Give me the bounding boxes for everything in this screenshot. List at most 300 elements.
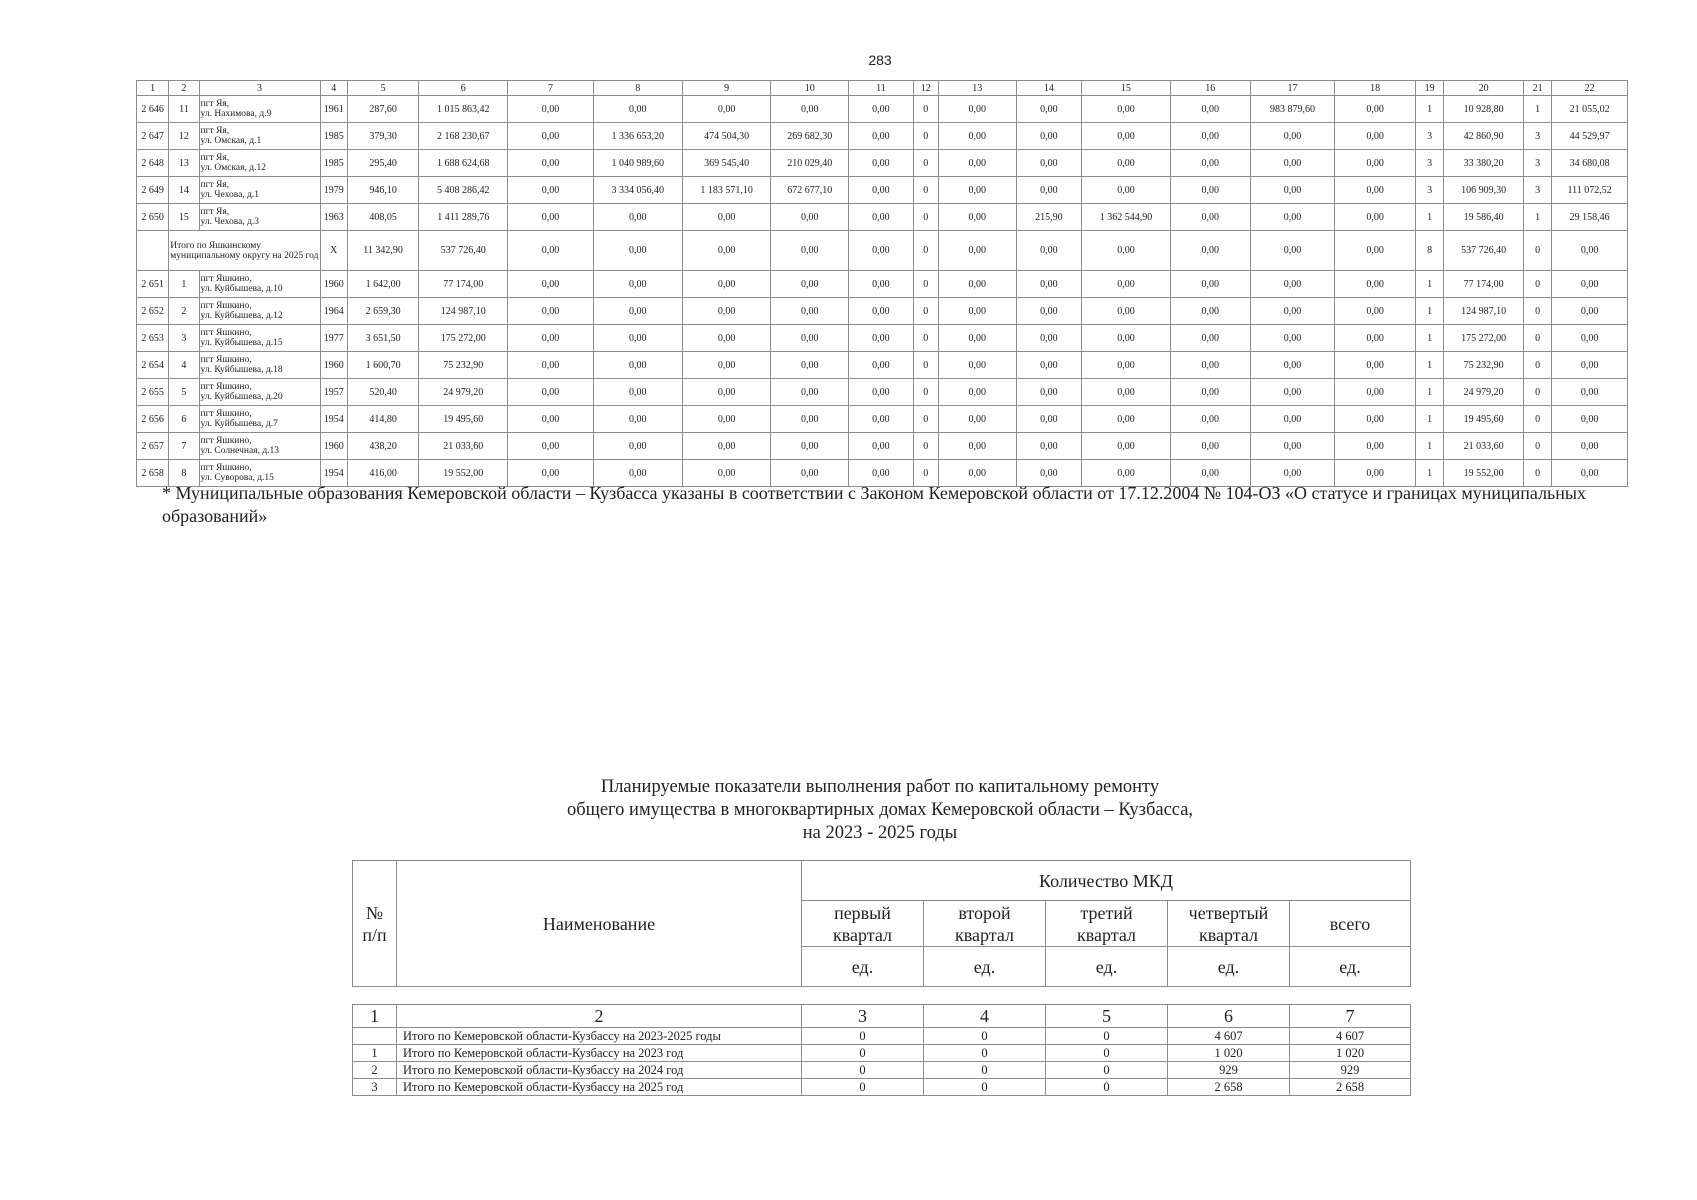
column-number: 2 bbox=[169, 81, 199, 96]
cell-address bbox=[199, 325, 320, 352]
summary-cell-q3: 0 bbox=[1046, 1028, 1168, 1045]
address-locality: пгт Яшкино, bbox=[200, 274, 252, 284]
table-row bbox=[137, 150, 1628, 177]
summary-cell-name: Итого по Кемеровской области-Кузбассу на 2023 год bbox=[397, 1045, 802, 1062]
summary-cell-q1: 0 bbox=[802, 1028, 924, 1045]
cell-c22: 0,00 bbox=[1552, 379, 1628, 406]
column-number: 6 bbox=[1168, 1005, 1290, 1028]
plan-title bbox=[400, 776, 1360, 845]
cell-c16: 0,00 bbox=[1170, 298, 1250, 325]
cell-c17: 983 879,60 bbox=[1250, 96, 1335, 123]
cell-c9: 0,00 bbox=[682, 460, 771, 487]
cell-c9: 0,00 bbox=[682, 433, 771, 460]
header-unit: ед. bbox=[924, 947, 1046, 987]
capital-repair-table bbox=[136, 80, 1628, 487]
cell-c8: 1 336 653,20 bbox=[593, 123, 682, 150]
cell-c5: 416,00 bbox=[347, 460, 419, 487]
cell-c12: 0 bbox=[913, 231, 938, 271]
cell-c15: 0,00 bbox=[1082, 96, 1171, 123]
cell-c18: 0,00 bbox=[1335, 460, 1416, 487]
cell-c16: 0,00 bbox=[1170, 177, 1250, 204]
cell-c17: 0,00 bbox=[1250, 204, 1335, 231]
cell-c15: 0,00 bbox=[1082, 123, 1171, 150]
cell-c4: 1963 bbox=[320, 204, 347, 231]
cell-global-number: 2 651 bbox=[137, 271, 169, 298]
cell-c10: 0,00 bbox=[771, 352, 849, 379]
cell-c7: 0,00 bbox=[508, 406, 594, 433]
cell-c9: 0,00 bbox=[682, 96, 771, 123]
cell-c18: 0,00 bbox=[1335, 204, 1416, 231]
cell-c19: 1 bbox=[1416, 271, 1444, 298]
cell-c14: 0,00 bbox=[1016, 96, 1082, 123]
cell-c21: 0 bbox=[1523, 352, 1551, 379]
cell-c22: 0,00 bbox=[1552, 433, 1628, 460]
cell-c6: 21 033,60 bbox=[419, 433, 508, 460]
cell-c20: 537 726,40 bbox=[1444, 231, 1524, 271]
header-quarter-3: третий квартал bbox=[1046, 901, 1168, 947]
cell-c5: 414,80 bbox=[347, 406, 419, 433]
cell-c14: 0,00 bbox=[1016, 379, 1082, 406]
address-street: ул. Куйбышева, д.12 bbox=[200, 311, 283, 321]
cell-c11: 0,00 bbox=[849, 177, 914, 204]
cell-c18: 0,00 bbox=[1335, 177, 1416, 204]
table-row bbox=[137, 406, 1628, 433]
cell-c9: 0,00 bbox=[682, 325, 771, 352]
address-street: ул. Нахимова, д.9 bbox=[200, 109, 272, 119]
cell-c6: 175 272,00 bbox=[419, 325, 508, 352]
summary-cell-q4: 4 607 bbox=[1168, 1028, 1290, 1045]
cell-c6: 75 232,90 bbox=[419, 352, 508, 379]
cell-c13: 0,00 bbox=[938, 231, 1016, 271]
cell-c15: 1 362 544,90 bbox=[1082, 204, 1171, 231]
cell-c21: 3 bbox=[1523, 123, 1551, 150]
cell-global-number: 2 657 bbox=[137, 433, 169, 460]
column-number: 19 bbox=[1416, 81, 1444, 96]
cell-c6: 5 408 286,42 bbox=[419, 177, 508, 204]
cell-c20: 42 860,90 bbox=[1444, 123, 1524, 150]
cell-c6: 537 726,40 bbox=[419, 231, 508, 271]
cell-c15: 0,00 bbox=[1082, 406, 1171, 433]
cell-global-number: 2 646 bbox=[137, 96, 169, 123]
cell-c19: 1 bbox=[1416, 298, 1444, 325]
address-locality: пгт Яшкино, bbox=[200, 409, 252, 419]
address-locality: пгт Яя, bbox=[200, 99, 230, 109]
cell-c7: 0,00 bbox=[508, 298, 594, 325]
cell-c20: 106 909,30 bbox=[1444, 177, 1524, 204]
cell-c21: 0 bbox=[1523, 271, 1551, 298]
column-number: 7 bbox=[1290, 1005, 1411, 1028]
cell-c6: 19 495,60 bbox=[419, 406, 508, 433]
cell-c5: 408,05 bbox=[347, 204, 419, 231]
summary-cell-q1: 0 bbox=[802, 1045, 924, 1062]
cell-c11: 0,00 bbox=[849, 433, 914, 460]
cell-c19: 1 bbox=[1416, 204, 1444, 231]
cell-c13: 0,00 bbox=[938, 406, 1016, 433]
cell-c11: 0,00 bbox=[849, 379, 914, 406]
cell-c10: 0,00 bbox=[771, 271, 849, 298]
column-number: 13 bbox=[938, 81, 1016, 96]
cell-c21: 0 bbox=[1523, 325, 1551, 352]
table-row bbox=[137, 379, 1628, 406]
header-unit: ед. bbox=[1290, 947, 1411, 987]
cell-c17: 0,00 bbox=[1250, 379, 1335, 406]
column-number: 1 bbox=[353, 1005, 397, 1028]
cell-c8: 3 334 056,40 bbox=[593, 177, 682, 204]
cell-c6: 2 168 230,67 bbox=[419, 123, 508, 150]
cell-c21: 3 bbox=[1523, 150, 1551, 177]
cell-c4: 1954 bbox=[320, 460, 347, 487]
address-locality: пгт Яя, bbox=[200, 126, 230, 136]
cell-address bbox=[199, 96, 320, 123]
cell-c7: 0,00 bbox=[508, 231, 594, 271]
table-row bbox=[137, 271, 1628, 298]
cell-c20: 21 033,60 bbox=[1444, 433, 1524, 460]
cell-global-number: 2 650 bbox=[137, 204, 169, 231]
cell-c10: 0,00 bbox=[771, 406, 849, 433]
plan-title-line: Планируемые показатели выполнения работ по капитальному ремонту bbox=[600, 777, 1160, 797]
cell-c6: 19 552,00 bbox=[419, 460, 508, 487]
cell-global-number: 2 656 bbox=[137, 406, 169, 433]
subtotal-label: Итого по Яшкинскому муниципальному округу на 2025 год bbox=[169, 231, 320, 271]
cell-c13: 0,00 bbox=[938, 177, 1016, 204]
cell-address bbox=[199, 298, 320, 325]
cell-c12: 0 bbox=[913, 204, 938, 231]
cell-c5: 3 651,50 bbox=[347, 325, 419, 352]
cell-c20: 24 979,20 bbox=[1444, 379, 1524, 406]
cell-c22: 21 055,02 bbox=[1552, 96, 1628, 123]
cell-c10: 0,00 bbox=[771, 298, 849, 325]
header-total: всего bbox=[1290, 901, 1411, 947]
cell-c4: 1964 bbox=[320, 298, 347, 325]
cell-c14: 0,00 bbox=[1016, 406, 1082, 433]
cell-c11: 0,00 bbox=[849, 204, 914, 231]
cell-c14: 0,00 bbox=[1016, 177, 1082, 204]
plan-header-table bbox=[352, 860, 1411, 987]
address-locality: пгт Яшкино, bbox=[200, 328, 252, 338]
cell-c7: 0,00 bbox=[508, 379, 594, 406]
summary-cell-q2: 0 bbox=[924, 1079, 1046, 1096]
cell-c13: 0,00 bbox=[938, 325, 1016, 352]
cell-c20: 75 232,90 bbox=[1444, 352, 1524, 379]
cell-global-number: 2 649 bbox=[137, 177, 169, 204]
cell-c7: 0,00 bbox=[508, 150, 594, 177]
cell-c13: 0,00 bbox=[938, 433, 1016, 460]
cell-c18: 0,00 bbox=[1335, 123, 1416, 150]
cell-c11: 0,00 bbox=[849, 231, 914, 271]
cell-c12: 0 bbox=[913, 352, 938, 379]
cell-global-number: 2 654 bbox=[137, 352, 169, 379]
cell-c7: 0,00 bbox=[508, 352, 594, 379]
column-number: 4 bbox=[924, 1005, 1046, 1028]
cell-c20: 33 380,20 bbox=[1444, 150, 1524, 177]
cell-global-number: 2 652 bbox=[137, 298, 169, 325]
cell-c17: 0,00 bbox=[1250, 271, 1335, 298]
cell-c13: 0,00 bbox=[938, 204, 1016, 231]
footnote: * Муниципальные образования Кемеровской области – Кузбасса указаны в соответствии с Законом Кемеровской области от 17.12.2004 № 104-ОЗ «О статусе и границах муниципальных образований» bbox=[162, 483, 1586, 526]
column-number-row bbox=[353, 1005, 1411, 1028]
header-unit: ед. bbox=[1046, 947, 1168, 987]
column-number: 9 bbox=[682, 81, 771, 96]
cell-c8: 0,00 bbox=[593, 460, 682, 487]
column-number: 20 bbox=[1444, 81, 1524, 96]
cell-address bbox=[199, 123, 320, 150]
cell-local-number: 15 bbox=[169, 204, 199, 231]
cell-c5: 295,40 bbox=[347, 150, 419, 177]
cell-c16: 0,00 bbox=[1170, 123, 1250, 150]
cell-c16: 0,00 bbox=[1170, 352, 1250, 379]
cell-c7: 0,00 bbox=[508, 177, 594, 204]
cell-c12: 0 bbox=[913, 433, 938, 460]
cell-c17: 0,00 bbox=[1250, 325, 1335, 352]
cell-c19: 1 bbox=[1416, 460, 1444, 487]
cell-c19: 3 bbox=[1416, 150, 1444, 177]
cell-c22: 111 072,52 bbox=[1552, 177, 1628, 204]
cell-c15: 0,00 bbox=[1082, 379, 1171, 406]
cell-c15: 0,00 bbox=[1082, 271, 1171, 298]
cell-c12: 0 bbox=[913, 298, 938, 325]
cell-c8: 0,00 bbox=[593, 231, 682, 271]
address-locality: пгт Яшкино, bbox=[200, 355, 252, 365]
cell-c22: 29 158,46 bbox=[1552, 204, 1628, 231]
cell-c18: 0,00 bbox=[1335, 433, 1416, 460]
header-quarter-2: второй квартал bbox=[924, 901, 1046, 947]
cell-c8: 0,00 bbox=[593, 298, 682, 325]
address-locality: пгт Яя, bbox=[200, 180, 230, 190]
address-street: ул. Омская, д.12 bbox=[200, 163, 266, 173]
summary-cell-total: 2 658 bbox=[1290, 1079, 1411, 1096]
column-number: 1 bbox=[137, 81, 169, 96]
cell-c11: 0,00 bbox=[849, 325, 914, 352]
column-number: 3 bbox=[199, 81, 320, 96]
cell-c19: 1 bbox=[1416, 325, 1444, 352]
cell-c19: 1 bbox=[1416, 406, 1444, 433]
cell-c17: 0,00 bbox=[1250, 433, 1335, 460]
cell-c13: 0,00 bbox=[938, 150, 1016, 177]
column-number: 16 bbox=[1170, 81, 1250, 96]
cell-c12: 0 bbox=[913, 406, 938, 433]
cell-c15: 0,00 bbox=[1082, 325, 1171, 352]
cell-c19: 1 bbox=[1416, 96, 1444, 123]
column-number: 5 bbox=[1046, 1005, 1168, 1028]
cell-c21: 0 bbox=[1523, 231, 1551, 271]
cell-c14: 0,00 bbox=[1016, 231, 1082, 271]
cell-c22: 0,00 bbox=[1552, 271, 1628, 298]
cell-c19: 1 bbox=[1416, 379, 1444, 406]
cell-c5: 946,10 bbox=[347, 177, 419, 204]
cell-c10: 0,00 bbox=[771, 433, 849, 460]
header-unit: ед. bbox=[1168, 947, 1290, 987]
cell-c7: 0,00 bbox=[508, 325, 594, 352]
cell-c9: 369 545,40 bbox=[682, 150, 771, 177]
cell-c9: 1 183 571,10 bbox=[682, 177, 771, 204]
cell-c15: 0,00 bbox=[1082, 352, 1171, 379]
cell-c8: 0,00 bbox=[593, 406, 682, 433]
address-street: ул. Куйбышева, д.20 bbox=[200, 392, 283, 402]
cell-c13: 0,00 bbox=[938, 379, 1016, 406]
cell-c17: 0,00 bbox=[1250, 352, 1335, 379]
cell-c9: 0,00 bbox=[682, 406, 771, 433]
cell-c11: 0,00 bbox=[849, 460, 914, 487]
cell-c5: 1 600,70 bbox=[347, 352, 419, 379]
cell-c14: 0,00 bbox=[1016, 352, 1082, 379]
cell-c5: 2 659,30 bbox=[347, 298, 419, 325]
cell-c22: 0,00 bbox=[1552, 298, 1628, 325]
column-number: 11 bbox=[849, 81, 914, 96]
address-street: ул. Куйбышева, д.10 bbox=[200, 284, 283, 294]
cell-c13: 0,00 bbox=[938, 352, 1016, 379]
summary-cell-name: Итого по Кемеровской области-Кузбассу на 2023-2025 годы bbox=[397, 1028, 802, 1045]
header-num-line: № bbox=[365, 902, 384, 923]
cell-local-number: 1 bbox=[169, 271, 199, 298]
summary-cell-total: 4 607 bbox=[1290, 1028, 1411, 1045]
column-number: 7 bbox=[508, 81, 594, 96]
cell-c6: 124 987,10 bbox=[419, 298, 508, 325]
cell-c20: 19 552,00 bbox=[1444, 460, 1524, 487]
cell-c20: 124 987,10 bbox=[1444, 298, 1524, 325]
cell-c20: 19 586,40 bbox=[1444, 204, 1524, 231]
address-street: ул. Суворова, д.15 bbox=[200, 473, 274, 483]
cell-local-number: 14 bbox=[169, 177, 199, 204]
cell-c4: X bbox=[320, 231, 347, 271]
cell-c4: 1977 bbox=[320, 325, 347, 352]
cell-c5: 1 642,00 bbox=[347, 271, 419, 298]
plan-title-line: общего имущества в многоквартирных домах Кемеровской области – Кузбасса, bbox=[566, 800, 1194, 820]
cell-c21: 1 bbox=[1523, 96, 1551, 123]
header-name: Наименование bbox=[397, 861, 802, 987]
cell-c10: 0,00 bbox=[771, 204, 849, 231]
summary-cell-q1: 0 bbox=[802, 1062, 924, 1079]
cell-c8: 0,00 bbox=[593, 325, 682, 352]
cell-c6: 77 174,00 bbox=[419, 271, 508, 298]
cell-c10: 210 029,40 bbox=[771, 150, 849, 177]
summary-cell-total: 1 020 bbox=[1290, 1045, 1411, 1062]
summary-cell-q4: 929 bbox=[1168, 1062, 1290, 1079]
cell-c22: 34 680,08 bbox=[1552, 150, 1628, 177]
summary-cell-num bbox=[353, 1028, 397, 1045]
summary-cell-q3: 0 bbox=[1046, 1062, 1168, 1079]
table-row bbox=[137, 96, 1628, 123]
cell-c14: 215,90 bbox=[1016, 204, 1082, 231]
cell-c13: 0,00 bbox=[938, 96, 1016, 123]
cell-c16: 0,00 bbox=[1170, 150, 1250, 177]
cell-c11: 0,00 bbox=[849, 271, 914, 298]
cell-c10: 269 682,30 bbox=[771, 123, 849, 150]
cell-c12: 0 bbox=[913, 96, 938, 123]
address-street: ул. Солнечная, д.13 bbox=[200, 446, 280, 456]
column-number: 2 bbox=[397, 1005, 802, 1028]
cell-local-number: 2 bbox=[169, 298, 199, 325]
summary-cell-q3: 0 bbox=[1046, 1079, 1168, 1096]
cell-c10: 672 677,10 bbox=[771, 177, 849, 204]
cell-c7: 0,00 bbox=[508, 96, 594, 123]
cell-c7: 0,00 bbox=[508, 460, 594, 487]
cell-c16: 0,00 bbox=[1170, 204, 1250, 231]
cell-address bbox=[199, 271, 320, 298]
cell-address bbox=[199, 352, 320, 379]
summary-cell-q2: 0 bbox=[924, 1045, 1046, 1062]
cell-c18: 0,00 bbox=[1335, 298, 1416, 325]
cell-c4: 1954 bbox=[320, 406, 347, 433]
cell-c22: 0,00 bbox=[1552, 231, 1628, 271]
cell-c4: 1960 bbox=[320, 433, 347, 460]
cell-c7: 0,00 bbox=[508, 271, 594, 298]
table-row bbox=[137, 177, 1628, 204]
cell-c17: 0,00 bbox=[1250, 150, 1335, 177]
cell-c12: 0 bbox=[913, 325, 938, 352]
cell-c4: 1985 bbox=[320, 150, 347, 177]
cell-local-number: 5 bbox=[169, 379, 199, 406]
cell-c21: 1 bbox=[1523, 204, 1551, 231]
address-locality: пгт Яя, bbox=[200, 207, 230, 217]
summary-row bbox=[353, 1079, 1411, 1096]
cell-c4: 1979 bbox=[320, 177, 347, 204]
cell-c7: 0,00 bbox=[508, 204, 594, 231]
cell-c19: 8 bbox=[1416, 231, 1444, 271]
cell-c18: 0,00 bbox=[1335, 352, 1416, 379]
cell-c7: 0,00 bbox=[508, 433, 594, 460]
cell-local-number: 6 bbox=[169, 406, 199, 433]
summary-cell-q4: 2 658 bbox=[1168, 1079, 1290, 1096]
cell-c22: 0,00 bbox=[1552, 352, 1628, 379]
cell-address bbox=[199, 406, 320, 433]
cell-c9: 0,00 bbox=[682, 379, 771, 406]
table-row bbox=[137, 298, 1628, 325]
cell-c15: 0,00 bbox=[1082, 433, 1171, 460]
header-quarter-4: четвертый квартал bbox=[1168, 901, 1290, 947]
cell-c19: 1 bbox=[1416, 433, 1444, 460]
cell-local-number: 12 bbox=[169, 123, 199, 150]
cell-c11: 0,00 bbox=[849, 150, 914, 177]
cell-c14: 0,00 bbox=[1016, 123, 1082, 150]
address-street: ул. Чехова, д.1 bbox=[200, 190, 260, 200]
cell-c10: 0,00 bbox=[771, 379, 849, 406]
header-quarter-1: первый квартал bbox=[802, 901, 924, 947]
cell-c12: 0 bbox=[913, 150, 938, 177]
cell-c17: 0,00 bbox=[1250, 123, 1335, 150]
cell-c11: 0,00 bbox=[849, 123, 914, 150]
cell-c19: 3 bbox=[1416, 123, 1444, 150]
cell-local-number: 4 bbox=[169, 352, 199, 379]
cell-c15: 0,00 bbox=[1082, 177, 1171, 204]
column-number: 5 bbox=[347, 81, 419, 96]
column-number: 15 bbox=[1082, 81, 1171, 96]
summary-row bbox=[353, 1062, 1411, 1079]
cell-c14: 0,00 bbox=[1016, 325, 1082, 352]
cell-global-number: 2 648 bbox=[137, 150, 169, 177]
cell-c15: 0,00 bbox=[1082, 460, 1171, 487]
cell-c11: 0,00 bbox=[849, 352, 914, 379]
cell-c10: 0,00 bbox=[771, 325, 849, 352]
cell-c10: 0,00 bbox=[771, 96, 849, 123]
summary-cell-q2: 0 bbox=[924, 1062, 1046, 1079]
cell-c20: 175 272,00 bbox=[1444, 325, 1524, 352]
cell-c16: 0,00 bbox=[1170, 433, 1250, 460]
cell-c16: 0,00 bbox=[1170, 325, 1250, 352]
column-number: 6 bbox=[419, 81, 508, 96]
cell-c5: 11 342,90 bbox=[347, 231, 419, 271]
cell-global-number: 2 658 bbox=[137, 460, 169, 487]
address-street: ул. Чехова, д.3 bbox=[200, 217, 260, 227]
cell-c17: 0,00 bbox=[1250, 460, 1335, 487]
cell-c13: 0,00 bbox=[938, 298, 1016, 325]
cell-c20: 10 928,80 bbox=[1444, 96, 1524, 123]
column-number: 4 bbox=[320, 81, 347, 96]
address-locality: пгт Яя, bbox=[200, 153, 230, 163]
cell-c14: 0,00 bbox=[1016, 433, 1082, 460]
summary-cell-num: 3 bbox=[353, 1079, 397, 1096]
cell-c18: 0,00 bbox=[1335, 231, 1416, 271]
cell-c12: 0 bbox=[913, 123, 938, 150]
